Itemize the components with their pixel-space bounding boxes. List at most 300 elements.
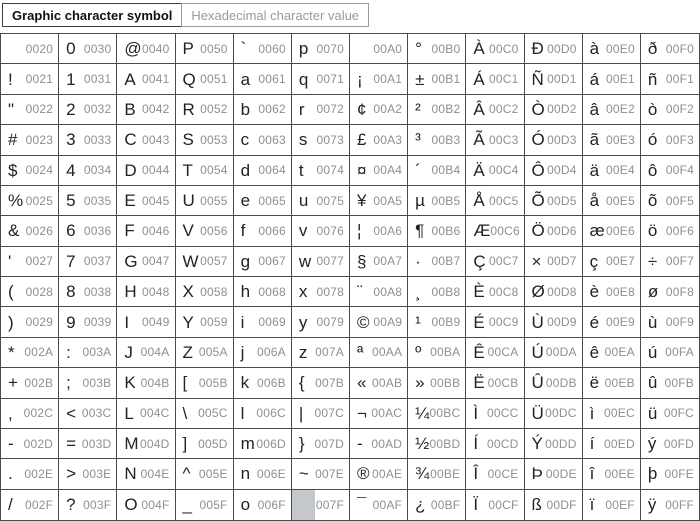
char-cell-006C — [234, 399, 292, 429]
char-glyph: 3 — [66, 130, 76, 150]
hex-code: 0062 — [258, 102, 286, 117]
char-glyph: ± — [415, 69, 425, 89]
char-cell-00B5 — [408, 186, 466, 216]
char-cell-00D9 — [525, 307, 583, 337]
char-cell-00C7 — [466, 247, 524, 277]
char-cell-00F4 — [641, 156, 699, 186]
char-cell-00E3 — [583, 125, 641, 155]
hex-code: 0052 — [200, 102, 228, 117]
char-cell-0041 — [117, 64, 175, 94]
hex-code: 005E — [198, 466, 228, 481]
char-glyph: ÷ — [647, 251, 658, 271]
char-glyph: º — [415, 342, 422, 362]
char-glyph: ã — [589, 130, 600, 150]
hex-code: 00C1 — [489, 72, 519, 87]
hex-code: 0032 — [83, 102, 112, 117]
hex-code: 006C — [256, 406, 286, 421]
char-cell-00C5 — [466, 186, 524, 216]
hex-code: 0056 — [200, 223, 228, 238]
char-glyph: ¯ — [357, 495, 367, 515]
hex-code: 0033 — [83, 132, 112, 147]
char-cell-00A4 — [350, 156, 408, 186]
hex-code: 0077 — [316, 254, 344, 269]
hex-code: 0029 — [25, 315, 54, 330]
hex-code: 006E — [257, 466, 286, 481]
char-glyph: Û — [531, 373, 544, 393]
hex-code: 00A8 — [373, 284, 403, 299]
char-glyph: ; — [66, 373, 71, 393]
hex-code: 003E — [82, 466, 112, 481]
char-cell-002D — [1, 429, 59, 459]
char-cell-00D2 — [525, 95, 583, 125]
char-glyph: W — [182, 251, 199, 271]
char-glyph: ñ — [647, 69, 658, 89]
char-glyph: ð — [647, 39, 658, 59]
char-cell-0058 — [176, 277, 234, 307]
char-glyph: u — [298, 191, 309, 211]
hex-code: 0054 — [200, 163, 228, 178]
hex-code: 00C4 — [489, 163, 519, 178]
char-cell-00E8 — [583, 277, 641, 307]
hex-code: 00B8 — [431, 284, 461, 299]
hex-code: 00C5 — [489, 193, 519, 208]
hex-code: 00DB — [545, 375, 577, 390]
char-glyph: Ë — [473, 373, 485, 393]
char-cell-00EB — [583, 368, 641, 398]
hex-code: 00F7 — [665, 254, 694, 269]
char-cell-004E — [117, 459, 175, 489]
char-cell-00FD — [641, 429, 699, 459]
hex-code: 0060 — [258, 41, 286, 56]
char-cell-00AF — [350, 490, 408, 520]
char-cell-0067 — [234, 247, 292, 277]
char-glyph: V — [182, 221, 194, 241]
char-cell-00AD — [350, 429, 408, 459]
hex-code: 0039 — [83, 315, 112, 330]
hex-code: 00B3 — [431, 132, 461, 147]
hex-code: 00B7 — [431, 254, 461, 269]
char-glyph: â — [589, 99, 600, 119]
char-cell-0059 — [176, 307, 234, 337]
char-glyph: Ñ — [531, 69, 544, 89]
char-glyph: Y — [182, 312, 194, 332]
char-cell-0046 — [117, 216, 175, 246]
char-cell-0045 — [117, 186, 175, 216]
char-cell-00D3 — [525, 125, 583, 155]
char-glyph: ç — [589, 251, 599, 271]
hex-code: 00A1 — [373, 72, 403, 87]
char-glyph: _ — [182, 495, 192, 515]
char-glyph: § — [357, 251, 367, 271]
char-cell-005C — [176, 399, 234, 429]
char-cell-0054 — [176, 156, 234, 186]
char-cell-00B7 — [408, 247, 466, 277]
hex-code: 00A9 — [373, 315, 403, 330]
hex-code: 0070 — [316, 41, 344, 56]
hex-code: 0075 — [316, 193, 344, 208]
char-cell-00DB — [525, 368, 583, 398]
char-cell-0076 — [292, 216, 350, 246]
char-glyph: è — [589, 282, 600, 302]
char-glyph: ´ — [415, 160, 421, 180]
hex-code: 00FF — [665, 497, 694, 512]
char-cell-00A9 — [350, 307, 408, 337]
char-cell-005B — [176, 368, 234, 398]
char-glyph: © — [357, 312, 370, 332]
hex-code: 00EF — [605, 497, 635, 512]
hex-code: 0041 — [142, 72, 170, 87]
char-cell-004D — [117, 429, 175, 459]
char-cell-0031 — [59, 64, 117, 94]
hex-code: 0064 — [258, 163, 286, 178]
char-cell-0024 — [1, 156, 59, 186]
char-glyph: ü — [647, 403, 658, 423]
hex-code: 004D — [140, 436, 170, 451]
legend-hex-value-label: Hexadecimal character value — [191, 7, 360, 23]
char-glyph: B — [124, 99, 136, 119]
hex-code: 00E5 — [606, 193, 635, 208]
hex-code: 0078 — [316, 284, 344, 299]
char-glyph: p — [298, 39, 309, 59]
char-glyph: c — [240, 130, 250, 150]
char-cell-00BB — [408, 368, 466, 398]
char-glyph: Ò — [531, 99, 545, 119]
hex-code: 00FE — [664, 466, 694, 481]
char-cell-0027 — [1, 247, 59, 277]
char-glyph: x — [298, 282, 308, 302]
hex-code: 00B5 — [431, 193, 461, 208]
char-glyph: E — [124, 191, 136, 211]
char-cell-00FC — [641, 399, 699, 429]
hex-code: 00A7 — [373, 254, 403, 269]
char-glyph: ò — [647, 99, 658, 119]
char-cell-0023 — [1, 125, 59, 155]
hex-code: 00FD — [663, 436, 694, 451]
char-glyph: . — [8, 464, 13, 484]
char-cell-0038 — [59, 277, 117, 307]
char-cell-002A — [1, 338, 59, 368]
hex-code: 00F5 — [665, 193, 694, 208]
char-glyph: A — [124, 69, 136, 89]
char-glyph: ½ — [415, 434, 430, 454]
char-cell-007A — [292, 338, 350, 368]
char-cell-0071 — [292, 64, 350, 94]
hex-code: 00FB — [664, 375, 694, 390]
char-glyph: k — [240, 373, 250, 393]
char-cell-007B — [292, 368, 350, 398]
char-glyph: | — [298, 403, 304, 423]
char-cell-0032 — [59, 95, 117, 125]
char-cell-00DC — [525, 399, 583, 429]
char-glyph: s — [298, 130, 308, 150]
hex-code: 00F9 — [665, 315, 694, 330]
char-cell-003F — [59, 490, 117, 520]
hex-code: 0057 — [200, 254, 228, 269]
char-glyph: % — [8, 191, 24, 211]
char-cell-00C2 — [466, 95, 524, 125]
hex-code: 0020 — [25, 41, 54, 56]
char-cell-00F8 — [641, 277, 699, 307]
char-glyph: Ç — [473, 251, 486, 271]
hex-code: 00AC — [371, 406, 403, 421]
char-glyph: ! — [8, 69, 13, 89]
char-cell-0060 — [234, 34, 292, 64]
char-cell-00CE — [466, 459, 524, 489]
hex-code: 0051 — [200, 72, 228, 87]
char-cell-007F — [292, 490, 350, 520]
char-cell-0050 — [176, 34, 234, 64]
char-glyph: Z — [182, 342, 193, 362]
char-glyph: Í — [473, 434, 479, 454]
hex-code: 00E8 — [606, 284, 635, 299]
char-cell-003C — [59, 399, 117, 429]
char-glyph: ß — [531, 495, 542, 515]
char-cell-0072 — [292, 95, 350, 125]
hex-code: 00B4 — [431, 163, 461, 178]
hex-code: 007F — [315, 497, 344, 512]
hex-code: 00AE — [372, 466, 403, 481]
char-cell-00D5 — [525, 186, 583, 216]
char-glyph: Q — [182, 69, 196, 89]
hex-code: 0043 — [142, 132, 170, 147]
char-glyph: Ï — [473, 495, 479, 515]
char-glyph: L — [124, 403, 134, 423]
hex-code: 002B — [24, 375, 54, 390]
hex-code: 00C9 — [489, 315, 519, 330]
char-glyph: a — [240, 69, 251, 89]
hex-code: 00A0 — [373, 41, 403, 56]
char-glyph: 9 — [66, 312, 76, 332]
char-cell-005D — [176, 429, 234, 459]
hex-code: 00D8 — [547, 284, 577, 299]
char-glyph: Þ — [531, 464, 543, 484]
char-glyph: ¶ — [415, 221, 425, 241]
char-glyph: Â — [473, 99, 485, 119]
char-glyph: = — [66, 434, 77, 454]
char-glyph: ¤ — [357, 160, 367, 180]
char-glyph: î — [589, 464, 595, 484]
char-glyph: F — [124, 221, 135, 241]
char-cell-004A — [117, 338, 175, 368]
char-glyph: ^ — [182, 464, 191, 484]
hex-code: 0034 — [83, 163, 112, 178]
hex-code: 007B — [315, 375, 344, 390]
char-glyph: 6 — [66, 221, 76, 241]
char-cell-00FA — [641, 338, 699, 368]
char-glyph: 0 — [66, 39, 76, 59]
char-cell-00BA — [408, 338, 466, 368]
char-cell-00BE — [408, 459, 466, 489]
hex-code: 0071 — [316, 72, 344, 87]
hex-code: 00C7 — [489, 254, 519, 269]
char-cell-007C — [292, 399, 350, 429]
char-glyph: Ü — [531, 403, 544, 423]
char-cell-00B4 — [408, 156, 466, 186]
char-glyph: û — [647, 373, 658, 393]
char-glyph: l — [240, 403, 245, 423]
hex-code: 00BF — [430, 497, 461, 512]
hex-code: 002E — [24, 466, 54, 481]
hex-code: 00C3 — [489, 132, 519, 147]
hex-code: 00F1 — [665, 72, 694, 87]
char-cell-00F2 — [641, 95, 699, 125]
hex-code: 007A — [315, 345, 344, 360]
char-cell-0052 — [176, 95, 234, 125]
hex-code: 0022 — [25, 102, 54, 117]
char-glyph: H — [124, 282, 137, 302]
char-cell-0051 — [176, 64, 234, 94]
char-cell-0047 — [117, 247, 175, 277]
char-glyph: Á — [473, 69, 485, 89]
hex-code: 00E4 — [606, 163, 635, 178]
hex-code: 0037 — [83, 254, 112, 269]
char-cell-00D4 — [525, 156, 583, 186]
char-cell-00D1 — [525, 64, 583, 94]
hex-code: 00EB — [604, 375, 635, 390]
char-cell-00BC — [408, 399, 466, 429]
char-cell-003E — [59, 459, 117, 489]
char-glyph: ¨ — [357, 282, 363, 302]
char-cell-00C0 — [466, 34, 524, 64]
char-cell-00E6 — [583, 216, 641, 246]
char-glyph: Ê — [473, 342, 485, 362]
char-cell-002C — [1, 399, 59, 429]
char-glyph: * — [8, 342, 15, 362]
char-glyph: / — [8, 495, 13, 515]
char-cell-0063 — [234, 125, 292, 155]
char-cell-00DF — [525, 490, 583, 520]
char-cell-003A — [59, 338, 117, 368]
char-glyph: y — [298, 312, 308, 332]
char-cell-007E — [292, 459, 350, 489]
char-cell-004F — [117, 490, 175, 520]
hex-code: 00E1 — [606, 72, 635, 87]
char-glyph: Ä — [473, 160, 485, 180]
char-cell-0036 — [59, 216, 117, 246]
hex-code: 0059 — [200, 315, 228, 330]
char-glyph: ` — [240, 39, 247, 59]
char-glyph: + — [8, 373, 18, 393]
char-glyph: 2 — [66, 99, 76, 119]
char-glyph: \ — [182, 403, 188, 423]
hex-code: 00AF — [372, 497, 403, 512]
char-cell-00A7 — [350, 247, 408, 277]
char-glyph: ¦ — [357, 221, 362, 241]
char-glyph: ¢ — [357, 99, 367, 119]
char-cell-00F3 — [641, 125, 699, 155]
char-cell-00F9 — [641, 307, 699, 337]
char-glyph: m — [240, 434, 255, 454]
char-glyph: D — [124, 160, 137, 180]
char-glyph: J — [124, 342, 133, 362]
hex-code: 002F — [25, 497, 54, 512]
hex-code: 003A — [82, 345, 112, 360]
char-glyph: ô — [647, 160, 658, 180]
char-cell-00CD — [466, 429, 524, 459]
char-glyph: » — [415, 373, 425, 393]
char-glyph: Î — [473, 464, 479, 484]
hex-code: 00C0 — [489, 41, 519, 56]
char-glyph: b — [240, 99, 251, 119]
hex-code: 00C6 — [490, 223, 520, 238]
char-cell-0049 — [117, 307, 175, 337]
char-glyph: Ö — [531, 221, 545, 241]
hex-code: 00B9 — [431, 315, 461, 330]
char-glyph: ¸ — [415, 282, 421, 302]
char-cell-0064 — [234, 156, 292, 186]
hex-code: 0072 — [316, 102, 344, 117]
char-glyph: × — [531, 251, 542, 271]
char-glyph: : — [66, 342, 71, 362]
char-cell-00BF — [408, 490, 466, 520]
char-cell-005E — [176, 459, 234, 489]
char-cell-0034 — [59, 156, 117, 186]
char-cell-006E — [234, 459, 292, 489]
char-glyph: M — [124, 434, 139, 454]
hex-code: 00CD — [487, 436, 519, 451]
char-glyph: R — [182, 99, 195, 119]
char-cell-00C1 — [466, 64, 524, 94]
character-grid — [0, 33, 700, 521]
char-glyph: h — [240, 282, 251, 302]
char-cell-004C — [117, 399, 175, 429]
char-glyph: ë — [589, 373, 600, 393]
char-glyph: " — [8, 99, 15, 119]
char-cell-00B3 — [408, 125, 466, 155]
char-glyph: ì — [589, 403, 595, 423]
hex-code: 00EA — [604, 345, 635, 360]
hex-code: 0068 — [258, 284, 286, 299]
hex-code: 003B — [82, 375, 112, 390]
hex-code: 00E9 — [606, 315, 635, 330]
hex-code: 00EE — [604, 466, 635, 481]
hex-code: 0074 — [316, 163, 344, 178]
char-cell-0061 — [234, 64, 292, 94]
hex-code: 00D5 — [547, 193, 577, 208]
char-cell-002F — [1, 490, 59, 520]
char-glyph: · — [415, 251, 421, 271]
hex-code: 00F2 — [665, 102, 694, 117]
hex-code: 00DE — [545, 466, 577, 481]
char-glyph: ³ — [415, 130, 421, 150]
hex-code: 00C8 — [489, 284, 519, 299]
char-cell-006F — [234, 490, 292, 520]
char-cell-00E5 — [583, 186, 641, 216]
char-cell-00A2 — [350, 95, 408, 125]
hex-code: 0046 — [142, 223, 170, 238]
hex-code: 00DC — [545, 406, 577, 421]
char-cell-00D0 — [525, 34, 583, 64]
char-glyph: Ð — [531, 39, 544, 59]
hex-code: 00E2 — [606, 102, 635, 117]
char-glyph: z — [298, 342, 308, 362]
legend-graphic-symbol-box — [2, 3, 182, 27]
hex-code: 00F4 — [665, 163, 694, 178]
hex-code: 0031 — [83, 72, 112, 87]
char-cell-00C3 — [466, 125, 524, 155]
hex-code: 00BD — [429, 436, 461, 451]
char-glyph: # — [8, 130, 18, 150]
char-glyph: > — [66, 464, 77, 484]
char-cell-00A5 — [350, 186, 408, 216]
hex-code: 0061 — [258, 72, 286, 87]
char-cell-0057 — [176, 247, 234, 277]
char-glyph: £ — [357, 130, 367, 150]
hex-code: 00A6 — [373, 223, 403, 238]
char-glyph: j — [240, 342, 245, 362]
hex-code: 00BC — [429, 406, 461, 421]
hex-code: 00FA — [665, 345, 694, 360]
